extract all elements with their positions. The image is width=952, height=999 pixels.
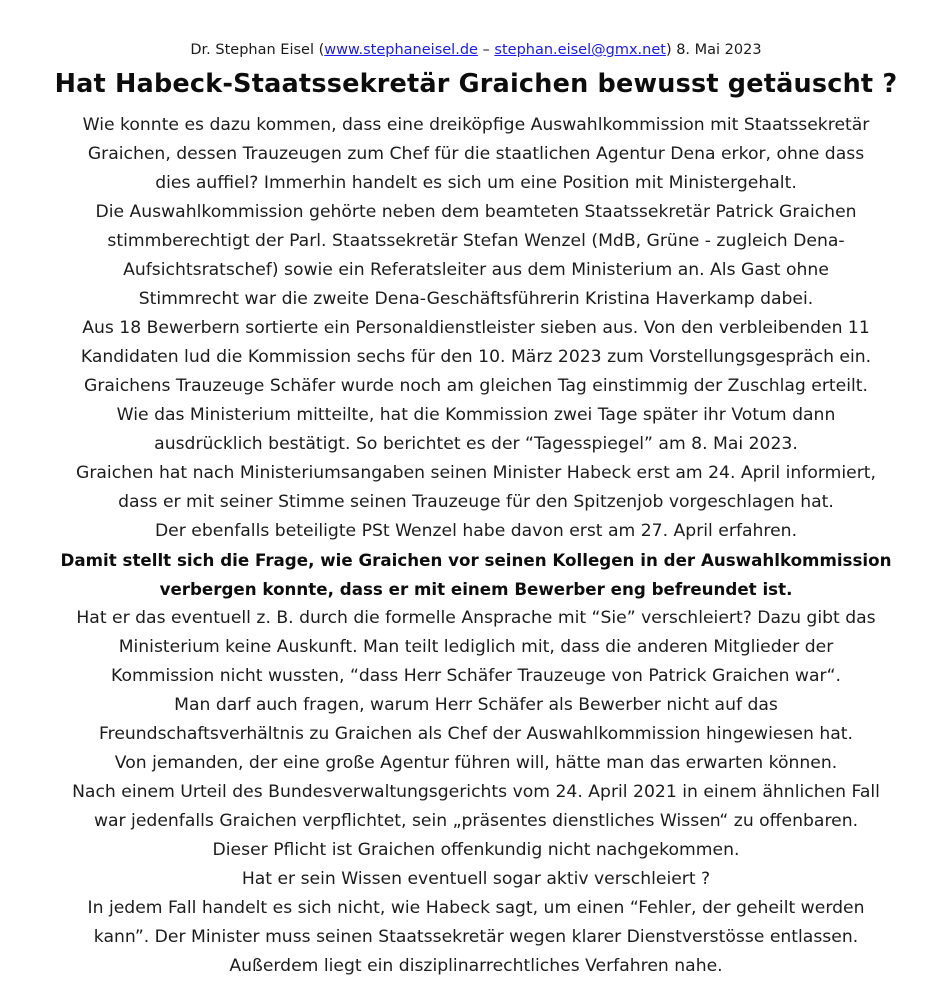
- body-line: stimmberechtigt der Parl. Staatssekretär Stefan Wenzel (MdB, Grüne - zugleich Dena-: [107, 231, 845, 251]
- header-author: Dr. Stephan Eisel (: [190, 42, 325, 58]
- body-line: In jedem Fall handelt es sich nicht, wie Habeck sagt, um einen “Fehler, der geheilt werden: [87, 898, 865, 918]
- body-line: ausdrücklich bestätigt. So berichtet es der “Tagesspiegel” am 8. Mai 2023.: [154, 434, 798, 454]
- body-line: Graichens Trauzeuge Schäfer wurde noch am gleichen Tag einstimmig der Zuschlag erteilt.: [84, 376, 868, 396]
- body-line: Ministerium keine Auskunft. Man teilt lediglich mit, dass die anderen Mitglieder der: [118, 637, 834, 657]
- bold-question-line: Damit stellt sich die Frage, wie Graichen vor seinen Kollegen in der Auswahlkommission: [60, 550, 892, 570]
- body-line: Hat er sein Wissen eventuell sogar aktiv verschleiert ?: [241, 869, 711, 889]
- body-line: Aufsichtsratschef) sowie ein Referatsleiter aus dem Ministerium an. Als Gast ohne: [123, 260, 829, 280]
- body-line: Freundschaftsverhältnis zu Graichen als Chef der Auswahlkommission hingewiesen hat.: [99, 724, 853, 744]
- body-line: Graichen hat nach Ministeriumsangaben seinen Minister Habeck erst am 24. April informiert,: [76, 463, 876, 483]
- body-line: Von jemanden, der eine große Agentur führen will, hätte man das erwarten können.: [114, 753, 838, 773]
- body-line: Der ebenfalls beteiligte PSt Wenzel habe davon erst am 27. April erfahren.: [154, 521, 798, 541]
- email-link[interactable]: stephan.eisel@gmx.net: [494, 42, 666, 58]
- body-line: dies auffiel? Immerhin handelt es sich um eine Position mit Ministergehalt.: [155, 173, 797, 193]
- body-line: kann”. Der Minister muss seinen Staatssekretär wegen klarer Dienstverstösse entlassen.: [93, 927, 859, 947]
- body-line: Die Auswahlkommission gehörte neben dem beamteten Staatssekretär Patrick Graichen: [95, 202, 857, 222]
- header-line: [0, 40, 952, 60]
- header-separator: –: [477, 42, 495, 58]
- body-line: Graichen, dessen Trauzeugen zum Chef für die staatlichen Agentur Dena erkor, ohne dass: [87, 144, 865, 164]
- body-line: Nach einem Urteil des Bundesverwaltungsgerichts vom 24. April 2021 in einem ähnlichen Fall: [72, 782, 880, 802]
- bold-question-line: verbergen konnte, dass er mit einem Bewerber eng befreundet ist.: [159, 579, 793, 599]
- article-body: [0, 111, 952, 981]
- page-title: Hat Habeck-Staatssekretär Graichen bewusst getäuscht ?: [54, 69, 898, 99]
- body-line: Wie konnte es dazu kommen, dass eine dreiköpfige Auswahlkommission mit Staatssekretär: [82, 115, 870, 135]
- website-link[interactable]: www.stephaneisel.de: [324, 42, 478, 58]
- body-line: dass er mit seiner Stimme seinen Trauzeuge für den Spitzenjob vorgeschlagen hat.: [118, 492, 834, 512]
- body-line: Man darf auch fragen, warum Herr Schäfer als Bewerber nicht auf das: [174, 695, 778, 715]
- body-line: Hat er das eventuell z. B. durch die formelle Ansprache mit “Sie” verschleiert? Dazu gibt das: [76, 608, 876, 628]
- body-line: Kommission nicht wussten, “dass Herr Schäfer Trauzeuge von Patrick Graichen war“.: [111, 666, 841, 686]
- body-line: Wie das Ministerium mitteilte, hat die Kommission zwei Tage später ihr Votum dann: [116, 405, 836, 425]
- body-line: war jedenfalls Graichen verpflichtet, sein „präsentes dienstliches Wissen“ zu offenbaren.: [93, 811, 859, 831]
- body-line: Kandidaten lud die Kommission sechs für den 10. März 2023 zum Vorstellungsgespräch ein.: [80, 347, 872, 367]
- header-date: ) 8. Mai 2023: [665, 42, 762, 58]
- body-line: Dieser Pflicht ist Graichen offenkundig nicht nachgekommen.: [212, 840, 740, 860]
- body-line: Aus 18 Bewerbern sortierte ein Personaldienstleister sieben aus. Von den verbleibenden 11: [82, 318, 870, 338]
- body-line: Stimmrecht war die zweite Dena-Geschäftsführerin Kristina Haverkamp dabei.: [138, 289, 814, 309]
- body-line: Außerdem liegt ein disziplinarrechtliches Verfahren nahe.: [229, 956, 723, 976]
